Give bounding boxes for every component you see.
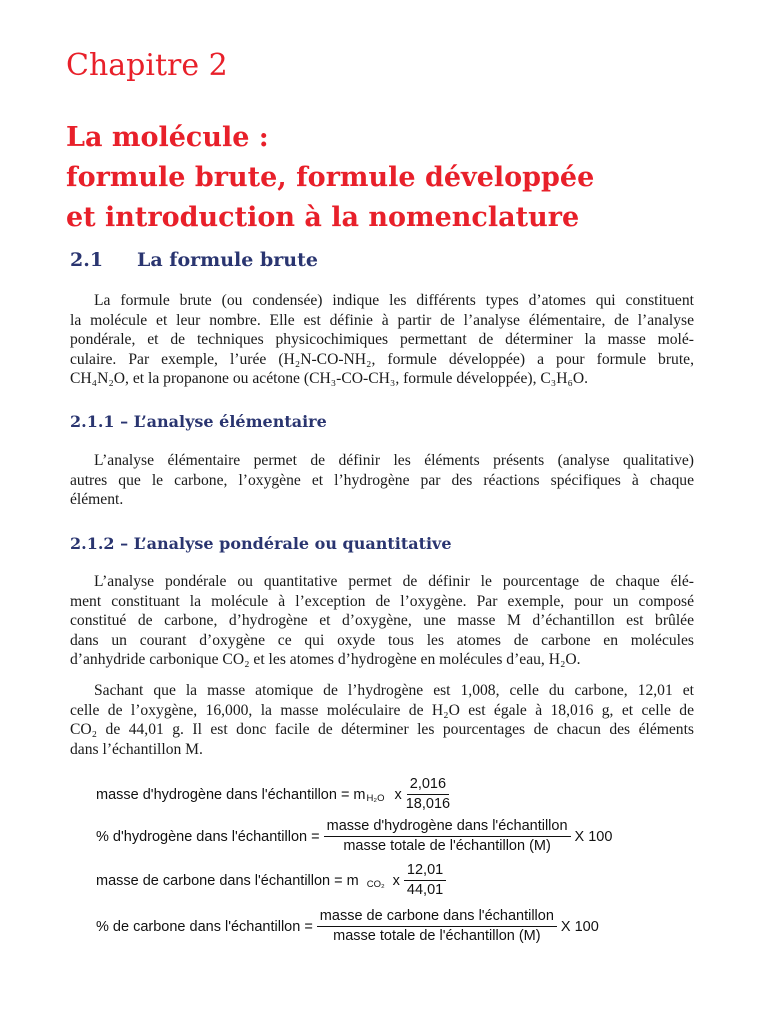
text-line: CH₄N₂O, et la propanone ou acétone (CH₃-CO-CH₃, formule développée), C₃H₆O.	[70, 370, 589, 387]
section-heading-2-1	[70, 249, 318, 271]
text-line: Sachant que la masse atomique de l’hydrogène est 1,008, celle du carbone, 12,01 et	[94, 682, 694, 699]
fraction-numerator: masse d'hydrogène dans l'échantillon	[324, 818, 571, 837]
paragraph-masses-atomiques	[70, 681, 694, 759]
formula-times: x	[392, 872, 400, 889]
subsection-heading-2-1-2: 2.1.2 – L’analyse pondérale ou quantitative	[70, 534, 452, 553]
fraction-numerator: masse de carbone dans l'échantillon	[317, 908, 557, 927]
text-line: pondérale, et de techniques physicochimiques permettant de déterminer la masse molé-	[70, 331, 694, 348]
formula-factor: X 100	[574, 828, 613, 845]
subsection-heading-2-1-1: 2.1.1 – L’analyse élémentaire	[70, 412, 327, 431]
section-title: La formule brute	[137, 249, 318, 271]
fraction	[317, 908, 557, 945]
fraction	[404, 862, 446, 899]
formula-lhs: % de carbone dans l'échantillon =	[96, 918, 313, 935]
chapter-label: Chapitre 2	[66, 48, 228, 83]
formula-lhs: masse de carbone dans l'échantillon =	[96, 872, 343, 889]
chapter-title-line: formule brute, formule développée	[66, 162, 595, 193]
formula-pourcent-hydrogene	[96, 818, 612, 855]
text-line: autres que le carbone, l’oxygène et l’hydrogène par des réactions spécifiques à chaque	[70, 471, 694, 489]
text-line: ment constituant la molécule à l’exception de l’oxygène. Par exemple, pour un composé	[70, 592, 694, 610]
formula-m-subscript: CO₂	[366, 879, 385, 890]
formula-masse-hydrogene	[96, 776, 454, 813]
formula-masse-carbone	[96, 862, 450, 899]
fraction-denominator: 18,016	[405, 796, 451, 812]
fraction-numerator: 12,01	[404, 862, 446, 881]
formula-lhs: % d'hydrogène dans l'échantillon =	[96, 828, 320, 845]
fraction-denominator: masse totale de l'échantillon (M)	[343, 838, 551, 854]
text-line: dans l’échantillon M.	[70, 740, 203, 758]
formula-factor: X 100	[560, 918, 599, 935]
text-line: L’analyse élémentaire permet de définir les éléments présents (analyse qualitative)	[94, 452, 694, 469]
fraction	[324, 818, 571, 855]
paragraph-formule-brute	[70, 291, 694, 389]
formula-times: x	[394, 786, 402, 803]
fraction-denominator: 44,01	[406, 882, 444, 898]
text-line: la molécule et leur nombre. Elle est définie à partir de l’analyse élémentaire, de l’analyse	[70, 311, 694, 329]
text-line: dans un courant d’oxygène ce qui oxyde tous les atomes de carbone en molécules	[70, 631, 694, 649]
formula-lhs: masse d'hydrogène dans l'échantillon =	[96, 786, 350, 803]
paragraph-analyse-elementaire	[70, 451, 694, 510]
text-line: constitué de carbone, d’hydrogène et d’oxygène, une masse M d’échantillon est brûlée	[70, 612, 694, 629]
text-line: La formule brute (ou condensée) indique les différents types d’atomes qui constituent	[94, 292, 694, 309]
formula-m: m	[353, 786, 366, 803]
text-line: L’analyse pondérale ou quantitative permet de définir le pourcentage de chaque élé-	[94, 573, 694, 590]
formula-pourcent-carbone	[96, 908, 599, 945]
text-line: culaire. Par exemple, l’urée (H₂N-CO-NH₂, formule développée) a pour formule brute,	[70, 350, 694, 368]
text-line: d’anhydride carbonique CO₂ et les atomes d’hydrogène en molécules d’eau, H₂O.	[70, 651, 581, 668]
formula-m: m	[346, 872, 359, 889]
chapter-title-line: et introduction à la nomenclature	[66, 202, 580, 233]
formula-m-subscript: H₂O	[366, 793, 385, 804]
chapter-title	[66, 118, 594, 238]
text-line: celle de l’oxygène, 16,000, la masse moléculaire de H₂O est égale à 18,016 g, et celle de	[70, 701, 694, 719]
fraction-denominator: masse totale de l'échantillon (M)	[333, 928, 541, 944]
paragraph-analyse-ponderale	[70, 572, 694, 670]
section-number: 2.1	[70, 249, 104, 271]
text-line: élément.	[70, 491, 124, 508]
fraction	[406, 776, 450, 813]
text-line: CO₂ de 44,01 g. Il est donc facile de déterminer les pourcentages de chacun des éléments	[70, 721, 694, 738]
chapter-title-line: La molécule :	[66, 122, 269, 153]
fraction-numerator: 2,016	[407, 776, 449, 795]
